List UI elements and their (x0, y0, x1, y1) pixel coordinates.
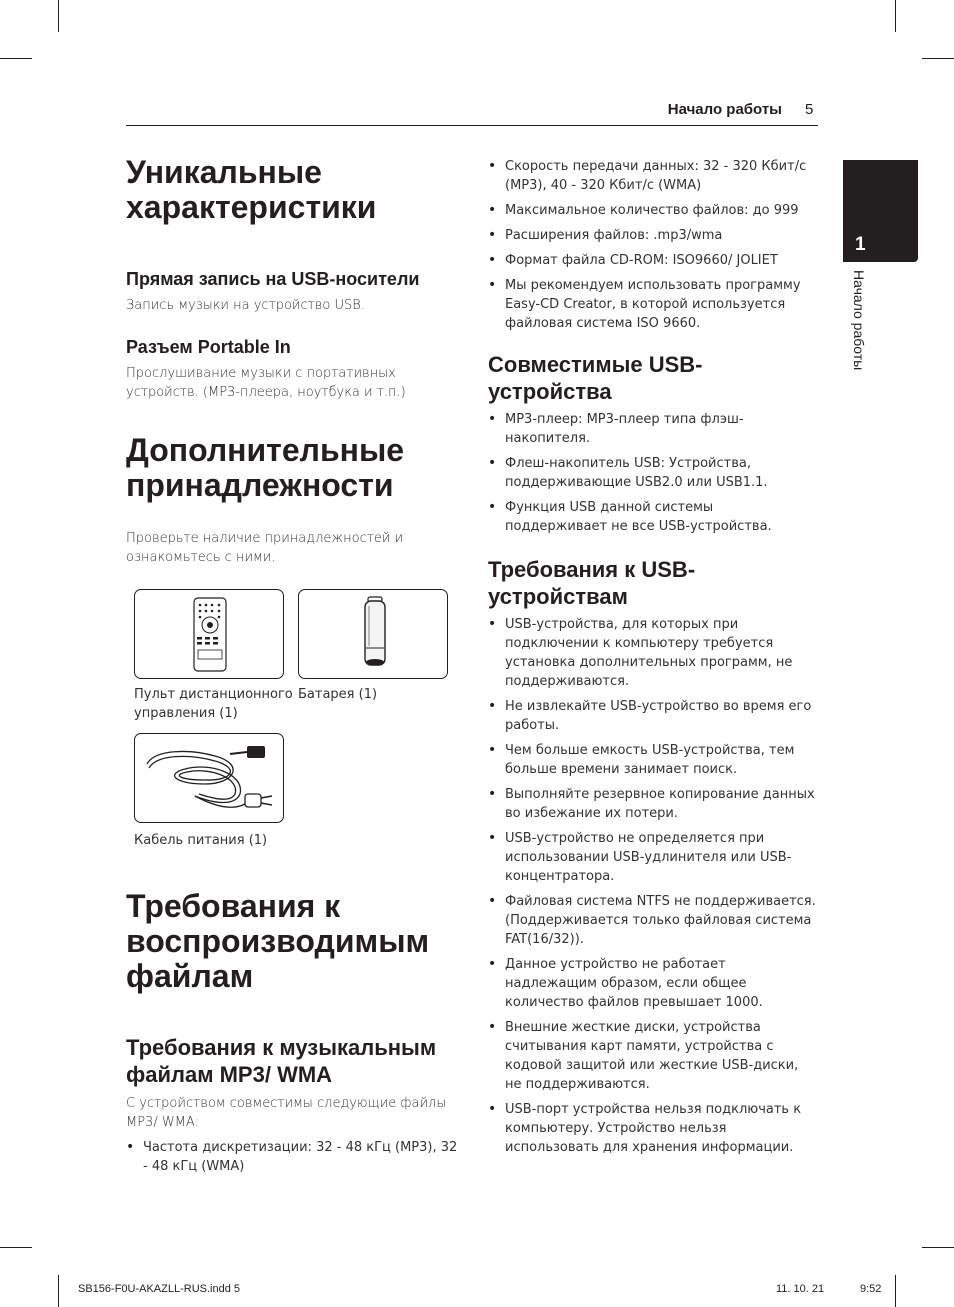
file-spec-list (488, 157, 818, 333)
text-usb-recording: Запись музыки на устройство USB. (126, 298, 365, 313)
right-column (488, 157, 818, 1163)
compatible-usb-list (488, 410, 818, 536)
usb-requirements-list (488, 615, 818, 1157)
list-item: • Расширения файлов: .mp3/wma (488, 226, 818, 245)
header-rule (126, 125, 818, 126)
list-item: • Не извлекайте USB-устройство во время его работы. (488, 697, 818, 735)
text-accessories-intro: Проверьте наличие принадлежностей и ознакомьтесь с ними. (126, 531, 404, 565)
caption-power-cable: Кабель питания (1) (134, 833, 268, 848)
list-item: • Внешние жесткие диски, устройства считывания карт памяти, устройства с кодовой защитой или жесткие USB-диски, не поддерживаются. (488, 1018, 818, 1094)
list-item: • Чем больше емкость USB-устройства, тем больше времени занимает поиск. (488, 741, 818, 779)
crop-mark (895, 1275, 896, 1307)
crop-mark (0, 1247, 32, 1248)
crop-mark (58, 1275, 59, 1307)
list-item: • Функция USB данной системы поддерживает не все USB-устройства. (488, 498, 818, 536)
power-cable-image (134, 733, 284, 823)
caption-battery: Батарея (1) (298, 687, 378, 702)
chapter-number: 1 (855, 234, 866, 255)
heading-usb-recording: Прямая запись на USB-носители (126, 269, 420, 289)
footer-time: 9:52 (860, 1283, 882, 1295)
remote-control-image (134, 589, 284, 679)
list-item: • USB-порт устройства нельзя подключать к компьютеру. Устройство нельзя использовать для хранения информации. (488, 1100, 818, 1157)
heading-accessories: Дополнительные принадлежности (126, 432, 405, 503)
music-bullet-list (126, 1138, 466, 1176)
list-item: • Файловая система NTFS не поддерживается. (Поддерживается только файловая система FAT(16/32)). (488, 892, 818, 949)
left-column (126, 155, 466, 567)
list-item: • Максимальное количество файлов: до 999 (488, 201, 818, 220)
text-portable-in: Прослушивание музыки с портативных устройств. (MP3-плеера, ноутбука и т.п.) (126, 366, 406, 400)
list-item: • Формат файла CD-ROM: ISO9660/ JOLIET (488, 251, 818, 270)
list-item: • USB-устройства, для которых при подключении к компьютеру требуется установка дополнительных программ, не поддерживаются. (488, 615, 818, 691)
power-cable-icon (135, 734, 283, 822)
page-number: 5 (805, 101, 814, 118)
heading-file-requirements: Требования к воспроизводимым файлам (126, 888, 430, 994)
crop-mark (0, 58, 32, 59)
text-music-files: С устройством совместимы следующие файлы MP3/ WMA: (126, 1096, 447, 1130)
battery-image (298, 589, 448, 679)
list-item: • Данное устройство не работает надлежащим образом, если общее количество файлов превышает 1000. (488, 955, 818, 1012)
heading-unique-features: Уникальные характеристики (126, 154, 377, 225)
list-item: • Выполняйте резервное копирование данных во избежание их потери. (488, 785, 818, 823)
list-item: • Скорость передачи данных: 32 - 320 Кбит/с (MP3), 40 - 320 Кбит/с (WMA) (488, 157, 818, 195)
heading-usb-requirements: Требования к USB-устройствам (488, 557, 696, 609)
list-item: • USB-устройство не определяется при использовании USB-удлинителя или USB-концентратора. (488, 829, 818, 886)
crop-mark (922, 1247, 954, 1248)
running-header-title: Начало работы (667, 101, 782, 118)
chapter-label: Начало работы (851, 270, 867, 371)
footer-date: 11. 10. 21 (776, 1283, 825, 1295)
crop-mark (58, 0, 59, 32)
heading-music-files: Требования к музыкальным файлам MP3/ WMA (126, 1035, 437, 1087)
list-item: • Флеш-накопитель USB: Устройства, поддерживающие USB2.0 или USB1.1. (488, 454, 818, 492)
battery-icon (299, 590, 447, 678)
heading-portable-in: Разъем Portable In (126, 337, 291, 357)
crop-mark (895, 0, 896, 32)
list-item: • Частота дискретизации: 32 - 48 кГц (MP3), 32 - 48 кГц (WMA) (126, 1138, 466, 1176)
left-column-lower (126, 889, 466, 1182)
list-item: • MP3-плеер: MP3-плеер типа флэш-накопителя. (488, 410, 818, 448)
caption-remote: Пульт дистанционного управления (1) (134, 687, 293, 721)
footer-filename: SB156-F0U-AKAZLL-RUS.indd 5 (78, 1283, 241, 1295)
remote-control-icon (135, 590, 283, 678)
heading-compatible-usb: Совместимые USB-устройства (488, 352, 703, 404)
list-item: • Мы рекомендуем использовать программу Easy-CD Creator, в которой используется файловая система ISO 9660. (488, 276, 818, 333)
crop-mark (922, 58, 954, 59)
